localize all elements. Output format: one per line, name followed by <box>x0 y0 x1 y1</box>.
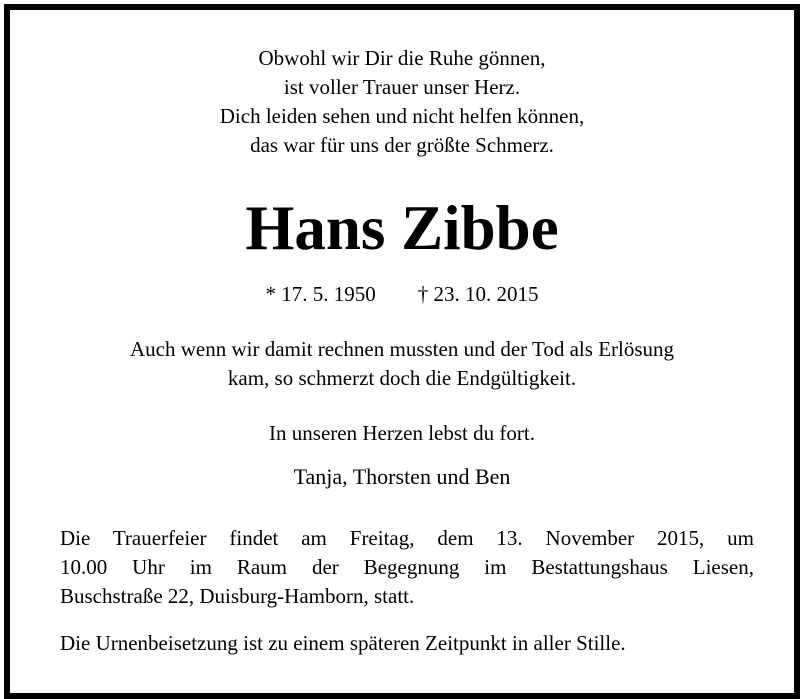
deceased-name: Hans Zibbe <box>245 193 559 263</box>
signers: Tanja, Thorsten und Ben <box>293 464 511 489</box>
message-line: kam, so schmerzt doch die Endgültigkeit. <box>227 366 577 390</box>
message-paragraph <box>10 335 794 393</box>
obituary-poem <box>10 44 794 160</box>
funeral-service-notice <box>60 524 754 611</box>
service-line: 10.00 Uhr im Raum der Begegnung im Bestattungshaus Liesen, <box>60 555 754 579</box>
message-line: Auch wenn wir damit rechnen mussten und der Tod als Erlösung <box>129 337 675 361</box>
poem-line: Obwohl wir Dir die Ruhe gönnen, <box>258 46 546 70</box>
poem-line: das war für uns der größte Schmerz. <box>250 133 554 157</box>
poem-line: ist voller Trauer unser Herz. <box>283 75 521 99</box>
urn-burial-notice: Die Urnenbeisetzung ist zu einem späteren Zeitpunkt in aller Stille. <box>60 631 626 655</box>
life-dates <box>10 280 794 308</box>
death-date: † 23. 10. 2015 <box>417 282 539 306</box>
poem-line: Dich leiden sehen und nicht helfen können, <box>219 104 585 128</box>
service-line: Buschstraße 22, Duisburg-Hamborn, statt. <box>60 584 415 608</box>
obituary-frame <box>4 4 800 699</box>
service-line: Die Trauerfeier findet am Freitag, dem 13. November 2015, um <box>60 526 754 550</box>
remembrance-line: In unseren Herzen lebst du fort. <box>269 421 535 445</box>
birth-date: * 17. 5. 1950 <box>265 282 376 306</box>
